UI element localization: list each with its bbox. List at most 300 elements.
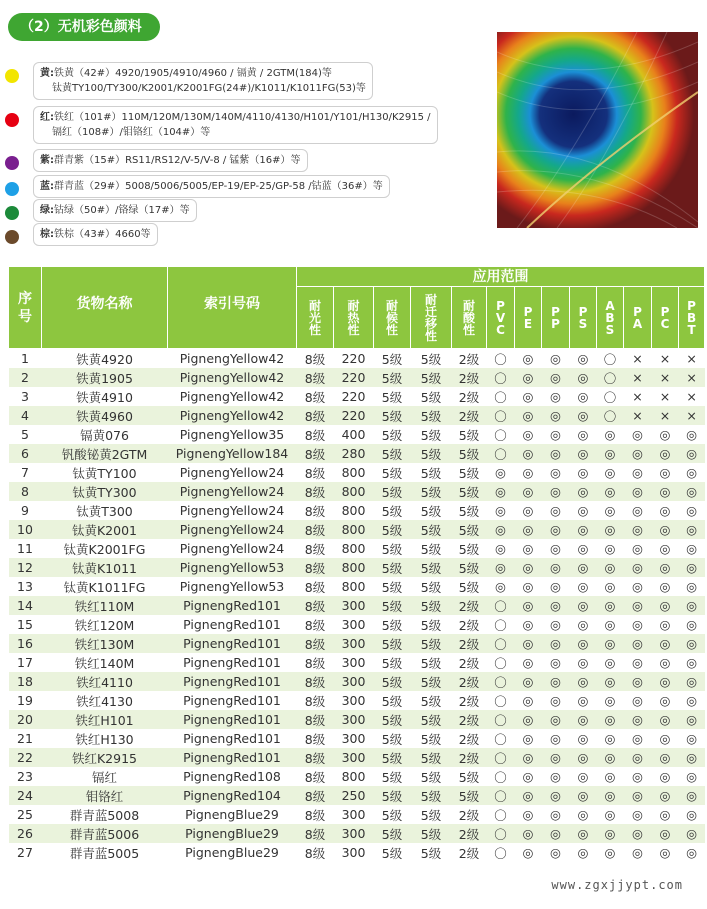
table-cell: 800 <box>334 482 374 501</box>
table-cell: ◎ <box>542 729 570 748</box>
table-cell: 10 <box>9 520 42 539</box>
table-cell: ◎ <box>487 463 515 482</box>
table-cell: 5级 <box>411 653 452 672</box>
table-cell: 群青蓝5008 <box>42 805 168 824</box>
table-cell: 8级 <box>297 843 334 862</box>
table-cell: 2级 <box>452 748 487 767</box>
table-cell: 300 <box>334 729 374 748</box>
header-seq: 序 号 <box>9 267 42 349</box>
table-cell: 5级 <box>452 558 487 577</box>
category-row <box>5 106 438 144</box>
table-cell: ◎ <box>570 463 597 482</box>
table-cell: 8级 <box>297 387 334 406</box>
table-row <box>9 691 705 710</box>
table-cell: ◎ <box>597 615 624 634</box>
table-cell: 8级 <box>297 729 334 748</box>
table-cell: ◎ <box>624 425 652 444</box>
table-cell: ◎ <box>624 539 652 558</box>
table-cell: ◎ <box>542 596 570 615</box>
table-cell: ◎ <box>542 387 570 406</box>
table-cell: ◎ <box>679 672 705 691</box>
table-cell: 2级 <box>452 843 487 862</box>
table-cell: 2级 <box>452 406 487 425</box>
table-cell: ◎ <box>597 463 624 482</box>
table-cell: PignengRed101 <box>168 729 297 748</box>
table-cell: 2级 <box>452 653 487 672</box>
table-cell: ◎ <box>542 615 570 634</box>
table-cell: 2级 <box>452 634 487 653</box>
table-cell: 5级 <box>374 444 411 463</box>
table-row <box>9 577 705 596</box>
table-cell: PignengYellow42 <box>168 406 297 425</box>
table-cell: 5级 <box>452 539 487 558</box>
table-cell: 群青蓝5005 <box>42 843 168 862</box>
table-cell: ◎ <box>624 824 652 843</box>
table-cell: 5级 <box>411 843 452 862</box>
table-cell: 铁黄4920 <box>42 349 168 369</box>
table-cell: 5级 <box>374 824 411 843</box>
table-cell: 25 <box>9 805 42 824</box>
table-cell: ◎ <box>570 786 597 805</box>
category-box <box>33 199 197 222</box>
table-cell: 钛黄K2001 <box>42 520 168 539</box>
table-cell: 800 <box>334 520 374 539</box>
table-cell: ◎ <box>679 501 705 520</box>
table-cell: 〇 <box>487 748 515 767</box>
table-cell: ◎ <box>624 482 652 501</box>
table-cell: × <box>652 368 679 387</box>
table-cell: ◎ <box>652 463 679 482</box>
color-dot-icon <box>5 206 19 220</box>
table-cell: 铁红120M <box>42 615 168 634</box>
table-cell: PignengRed101 <box>168 653 297 672</box>
table-cell: 800 <box>334 463 374 482</box>
table-cell: PignengRed101 <box>168 672 297 691</box>
table-cell: 17 <box>9 653 42 672</box>
table-cell: ◎ <box>597 748 624 767</box>
table-cell: 5级 <box>411 539 452 558</box>
table-cell: ◎ <box>652 748 679 767</box>
table-cell: ◎ <box>542 767 570 786</box>
table-cell: ◎ <box>570 805 597 824</box>
table-cell: 24 <box>9 786 42 805</box>
table-cell: ◎ <box>515 691 542 710</box>
table-cell: ◎ <box>542 349 570 369</box>
table-cell: 5级 <box>411 805 452 824</box>
table-cell: 5级 <box>411 710 452 729</box>
table-cell: 15 <box>9 615 42 634</box>
table-cell: 12 <box>9 558 42 577</box>
table-cell: ◎ <box>652 577 679 596</box>
table-cell: ◎ <box>597 653 624 672</box>
header-scope: 应用范围 <box>297 267 705 287</box>
table-cell: ◎ <box>652 425 679 444</box>
table-cell: 220 <box>334 349 374 369</box>
category-text: 铁棕（43#）4660等 <box>54 229 151 240</box>
pigment-table <box>8 266 705 862</box>
table-cell: 8级 <box>297 805 334 824</box>
table-cell: PignengYellow53 <box>168 558 297 577</box>
category-box <box>33 223 158 246</box>
table-row <box>9 672 705 691</box>
table-cell: 800 <box>334 558 374 577</box>
table-cell: 〇 <box>487 596 515 615</box>
category-line <box>40 110 431 125</box>
table-cell: 铁红H101 <box>42 710 168 729</box>
table-cell: ◎ <box>679 463 705 482</box>
table-cell: 〇 <box>487 672 515 691</box>
table-cell: 20 <box>9 710 42 729</box>
table-cell: 铁红H130 <box>42 729 168 748</box>
table-row <box>9 501 705 520</box>
table-cell: ◎ <box>515 653 542 672</box>
table-cell: 7 <box>9 463 42 482</box>
table-cell: 钛黄T300 <box>42 501 168 520</box>
header-plastics-7: P B T <box>679 287 705 349</box>
category-label: 黄: <box>40 68 54 79</box>
table-cell: 18 <box>9 672 42 691</box>
table-cell: × <box>652 387 679 406</box>
color-dot-icon <box>5 156 19 170</box>
table-cell: PignengRed101 <box>168 710 297 729</box>
table-cell: ◎ <box>679 520 705 539</box>
table-cell: 300 <box>334 748 374 767</box>
table-cell: 〇 <box>487 615 515 634</box>
table-cell: 300 <box>334 672 374 691</box>
table-cell: 5级 <box>411 691 452 710</box>
table-cell: 2级 <box>452 729 487 748</box>
table-cell: ◎ <box>515 767 542 786</box>
table-cell: 5级 <box>411 463 452 482</box>
table-cell: PignengBlue29 <box>168 805 297 824</box>
table-cell: ◎ <box>624 501 652 520</box>
table-row <box>9 425 705 444</box>
table-cell: ◎ <box>624 634 652 653</box>
table-cell: ◎ <box>570 672 597 691</box>
table-cell: ◎ <box>515 577 542 596</box>
table-cell: ◎ <box>652 615 679 634</box>
table-cell: 钛黄K1011 <box>42 558 168 577</box>
table-cell: 5级 <box>374 425 411 444</box>
table-cell: 5级 <box>411 558 452 577</box>
table-cell: 镉红 <box>42 767 168 786</box>
table-cell: × <box>679 406 705 425</box>
table-cell: ◎ <box>652 691 679 710</box>
table-cell: ◎ <box>542 653 570 672</box>
header-props-1: 耐 热 性 <box>334 287 374 349</box>
table-cell: ◎ <box>679 539 705 558</box>
table-cell: ◎ <box>624 767 652 786</box>
table-cell: ◎ <box>652 786 679 805</box>
table-cell: 5级 <box>452 482 487 501</box>
table-row <box>9 786 705 805</box>
table-cell: × <box>624 406 652 425</box>
table-cell: 5级 <box>374 615 411 634</box>
table-cell: ◎ <box>487 520 515 539</box>
table-cell: ◎ <box>624 786 652 805</box>
table-cell: 铁红110M <box>42 596 168 615</box>
table-cell: ◎ <box>542 710 570 729</box>
table-cell: 2级 <box>452 387 487 406</box>
header-plastics-0: P V C <box>487 287 515 349</box>
table-cell: 2级 <box>452 805 487 824</box>
table-cell: 钛黄TY300 <box>42 482 168 501</box>
table-cell: 〇 <box>487 653 515 672</box>
table-cell: 〇 <box>487 444 515 463</box>
table-cell: ◎ <box>679 729 705 748</box>
table-cell: 300 <box>334 805 374 824</box>
table-cell: ◎ <box>597 482 624 501</box>
table-cell: 8级 <box>297 634 334 653</box>
table-cell: ◎ <box>597 672 624 691</box>
table-cell: 铁红130M <box>42 634 168 653</box>
table-cell: ◎ <box>597 444 624 463</box>
table-cell: ◎ <box>542 824 570 843</box>
table-cell: ◎ <box>570 824 597 843</box>
table-cell: ◎ <box>515 710 542 729</box>
table-cell: 6 <box>9 444 42 463</box>
table-cell: ◎ <box>652 520 679 539</box>
table-cell: 〇 <box>487 710 515 729</box>
table-cell: ◎ <box>597 691 624 710</box>
table-cell: 800 <box>334 767 374 786</box>
table-cell: 〇 <box>487 387 515 406</box>
table-cell: 27 <box>9 843 42 862</box>
table-cell: 群青蓝5006 <box>42 824 168 843</box>
table-cell: 5级 <box>374 805 411 824</box>
table-cell: 5级 <box>374 843 411 862</box>
table-cell: ◎ <box>570 767 597 786</box>
table-cell: ◎ <box>570 558 597 577</box>
table-cell: ◎ <box>515 425 542 444</box>
table-cell: ◎ <box>570 634 597 653</box>
table-cell: 8级 <box>297 577 334 596</box>
table-cell: ◎ <box>624 615 652 634</box>
table-cell: ◎ <box>679 824 705 843</box>
category-row <box>5 149 308 172</box>
category-row <box>5 175 390 198</box>
table-cell: ◎ <box>487 539 515 558</box>
table-row <box>9 368 705 387</box>
table-cell: 钒酸铋黄2GTM <box>42 444 168 463</box>
table-cell: 220 <box>334 368 374 387</box>
table-cell: ◎ <box>570 615 597 634</box>
table-cell: 5级 <box>374 463 411 482</box>
table-cell: 〇 <box>487 349 515 369</box>
color-dot-icon <box>5 113 19 127</box>
header-props-3: 耐 迁 移 性 <box>411 287 452 349</box>
category-box <box>33 106 438 144</box>
category-label: 红: <box>40 112 54 123</box>
category-line <box>40 203 190 218</box>
category-line <box>40 153 301 168</box>
table-cell: 钛黄TY100 <box>42 463 168 482</box>
table-cell: PignengYellow24 <box>168 501 297 520</box>
table-cell: ◎ <box>515 824 542 843</box>
table-cell: 5级 <box>374 482 411 501</box>
table-cell: PignengRed108 <box>168 767 297 786</box>
table-cell: ◎ <box>652 843 679 862</box>
table-cell: 26 <box>9 824 42 843</box>
table-cell: 5级 <box>411 748 452 767</box>
table-cell: 8级 <box>297 710 334 729</box>
table-cell: × <box>679 368 705 387</box>
table-cell: 〇 <box>487 425 515 444</box>
table-cell: PignengYellow42 <box>168 387 297 406</box>
table-cell: 800 <box>334 501 374 520</box>
table-cell: ◎ <box>570 444 597 463</box>
table-cell: 800 <box>334 539 374 558</box>
table-cell: 5级 <box>374 368 411 387</box>
table-cell: 8级 <box>297 463 334 482</box>
table-cell: 250 <box>334 786 374 805</box>
table-cell: 5级 <box>411 824 452 843</box>
table-cell: 8级 <box>297 444 334 463</box>
table-cell: ◎ <box>679 710 705 729</box>
table-cell: 5级 <box>374 387 411 406</box>
table-cell: 8级 <box>297 406 334 425</box>
table-cell: ◎ <box>679 482 705 501</box>
table-cell: 2级 <box>452 615 487 634</box>
table-cell: PignengRed104 <box>168 786 297 805</box>
table-cell: 8级 <box>297 748 334 767</box>
table-row <box>9 710 705 729</box>
table-row <box>9 767 705 786</box>
table-row <box>9 729 705 748</box>
category-text: 群青紫（15#）RS11/RS12/V-5/V-8 / 锰紫（16#）等 <box>54 155 301 166</box>
table-cell: ◎ <box>624 577 652 596</box>
table-cell: ◎ <box>652 558 679 577</box>
category-line <box>40 125 431 140</box>
table-cell: 280 <box>334 444 374 463</box>
table-cell: 23 <box>9 767 42 786</box>
table-cell: PignengYellow24 <box>168 463 297 482</box>
table-cell: 5级 <box>374 406 411 425</box>
header-name: 货物名称 <box>42 267 168 349</box>
table-cell: 5级 <box>411 482 452 501</box>
table-cell: ◎ <box>570 501 597 520</box>
table-cell: ◎ <box>515 463 542 482</box>
table-cell: 300 <box>334 615 374 634</box>
table-cell: 5级 <box>374 577 411 596</box>
table-row <box>9 615 705 634</box>
category-label: 绿: <box>40 205 54 216</box>
table-cell: ◎ <box>652 444 679 463</box>
category-box <box>33 62 373 100</box>
category-label: 蓝: <box>40 181 54 192</box>
table-cell: ◎ <box>652 482 679 501</box>
table-cell: ◎ <box>570 710 597 729</box>
table-cell: 300 <box>334 634 374 653</box>
table-cell: ◎ <box>515 805 542 824</box>
table-cell: ◎ <box>542 482 570 501</box>
table-cell: ◎ <box>515 387 542 406</box>
category-box <box>33 175 390 198</box>
table-cell: 5级 <box>452 767 487 786</box>
table-cell: 8级 <box>297 672 334 691</box>
table-cell: 1 <box>9 349 42 369</box>
table-cell: ◎ <box>542 368 570 387</box>
table-cell: ◎ <box>652 653 679 672</box>
table-cell: ◎ <box>679 634 705 653</box>
table-cell: ◎ <box>652 672 679 691</box>
table-cell: 5级 <box>374 501 411 520</box>
table-row <box>9 653 705 672</box>
table-cell: ◎ <box>597 824 624 843</box>
table-cell: ◎ <box>624 520 652 539</box>
table-cell: ◎ <box>515 729 542 748</box>
table-cell: ◎ <box>570 691 597 710</box>
table-cell: 5级 <box>452 520 487 539</box>
header-plastics-4: A B S <box>597 287 624 349</box>
table-cell: ◎ <box>515 482 542 501</box>
category-line <box>40 227 151 242</box>
table-cell: ◎ <box>515 748 542 767</box>
table-cell: × <box>679 387 705 406</box>
table-cell: × <box>652 406 679 425</box>
table-cell: 16 <box>9 634 42 653</box>
table-cell: 2级 <box>452 672 487 691</box>
category-line <box>40 81 366 96</box>
table-cell: 8级 <box>297 691 334 710</box>
header-props-4: 耐 酸 性 <box>452 287 487 349</box>
table-cell: ◎ <box>597 710 624 729</box>
table-cell: ◎ <box>542 805 570 824</box>
table-cell: 8级 <box>297 520 334 539</box>
table-cell: 9 <box>9 501 42 520</box>
table-cell: 14 <box>9 596 42 615</box>
header-props-0: 耐 光 性 <box>297 287 334 349</box>
table-cell: 5级 <box>452 501 487 520</box>
table-cell: ◎ <box>542 501 570 520</box>
table-cell: ◎ <box>515 672 542 691</box>
color-dot-icon <box>5 182 19 196</box>
table-cell: ◎ <box>515 501 542 520</box>
table-cell: 13 <box>9 577 42 596</box>
table-cell: 5级 <box>411 501 452 520</box>
table-cell: 8级 <box>297 539 334 558</box>
table-cell: 〇 <box>487 767 515 786</box>
table-cell: 5级 <box>411 729 452 748</box>
table-cell: 8级 <box>297 615 334 634</box>
table-cell: ◎ <box>652 824 679 843</box>
table-cell: ◎ <box>679 767 705 786</box>
table-cell: ◎ <box>624 672 652 691</box>
table-cell: 〇 <box>487 691 515 710</box>
table-cell: ◎ <box>624 596 652 615</box>
table-cell: ◎ <box>679 691 705 710</box>
table-cell: ◎ <box>597 729 624 748</box>
table-cell: 5级 <box>374 672 411 691</box>
table-cell: ◎ <box>515 349 542 369</box>
table-cell: 11 <box>9 539 42 558</box>
table-cell: ◎ <box>679 748 705 767</box>
table-cell: 〇 <box>597 349 624 369</box>
table-cell: 2级 <box>452 596 487 615</box>
table-cell: 5级 <box>452 786 487 805</box>
table-row <box>9 520 705 539</box>
table-cell: ◎ <box>570 729 597 748</box>
table-cell: 5级 <box>411 406 452 425</box>
header-index: 索引号码 <box>168 267 297 349</box>
table-cell: 5级 <box>374 349 411 369</box>
table-cell: ◎ <box>570 520 597 539</box>
table-cell: ◎ <box>542 843 570 862</box>
table-cell: ◎ <box>542 672 570 691</box>
table-cell: 8级 <box>297 558 334 577</box>
table-cell: 5级 <box>452 577 487 596</box>
table-cell: 〇 <box>487 824 515 843</box>
